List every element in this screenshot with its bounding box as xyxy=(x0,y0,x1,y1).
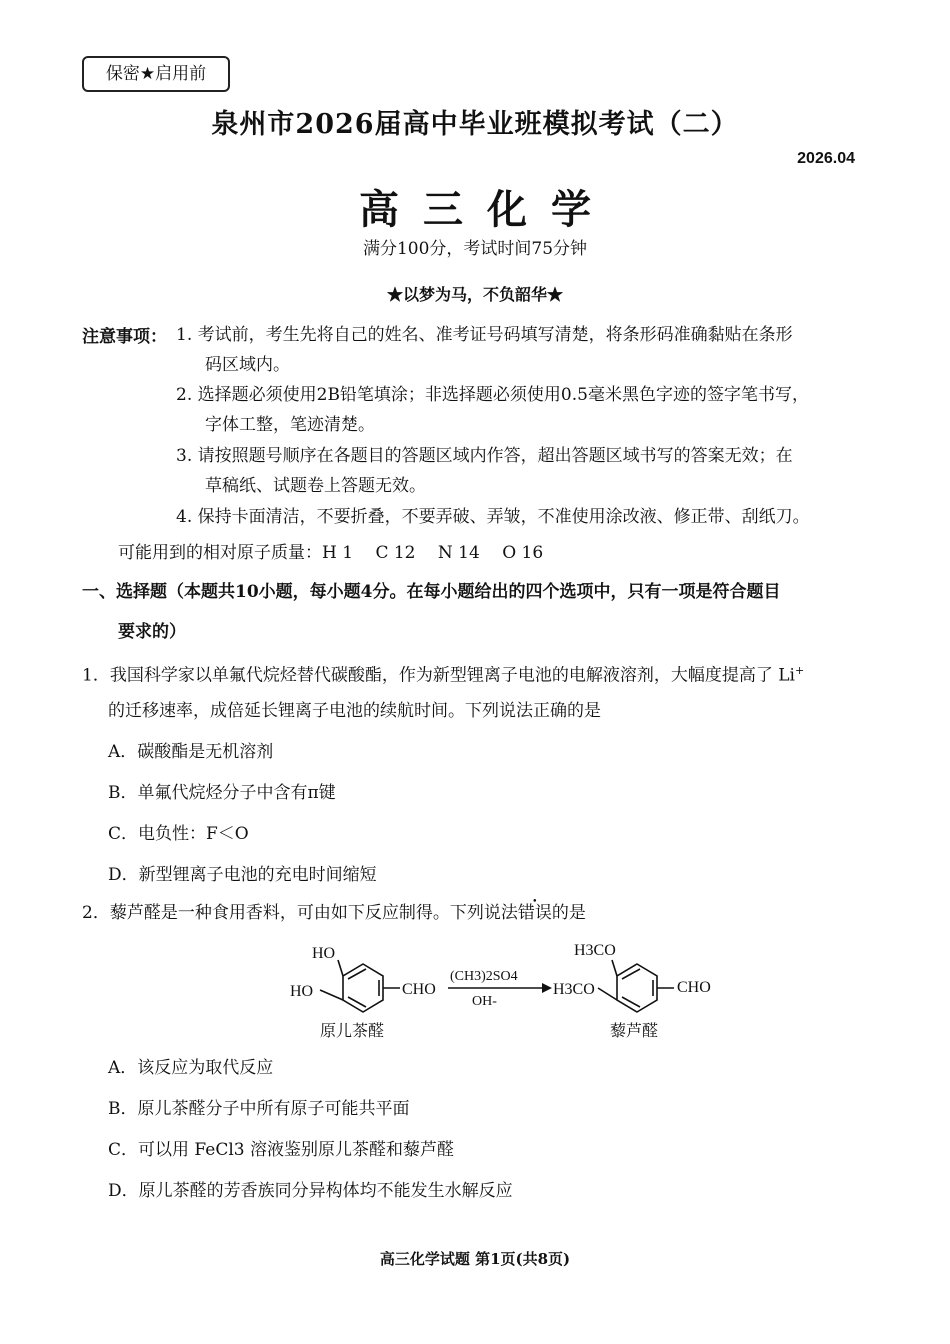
q1-option-b: B．单氟代烷烃分子中含有π键 xyxy=(108,783,336,803)
atomic-mass: 可能用到的相对原子质量：H 1 C 12 N 14 O 16 xyxy=(118,543,544,563)
notice-item-2: 2. 选择题必须使用2B铅笔填涂；非选择题必须使用0.5毫米黑色字迹的签字笔书写， xyxy=(176,385,809,405)
q1-option-d: D．新型锂离子电池的充电时间缩短 xyxy=(108,865,377,885)
reagent-top: (CH3)2SO4 xyxy=(450,969,518,984)
notice-item-4: 4. 保持卡面清洁，不要折叠，不要弄破、弄皱，不准使用涂改液、修正带、刮纸刀。 xyxy=(176,507,810,527)
reaction-diagram xyxy=(280,930,740,1045)
score-info: 满分100分，考试时间75分钟 xyxy=(362,239,588,259)
notice-item-3: 3. 请按照题号顺序在各题目的答题区域内作答，超出答题区域书写的答案无效；在 xyxy=(176,446,793,466)
product-h3co-left: H3CO xyxy=(553,981,595,998)
motto: ★以梦为马，不负韶华★ xyxy=(386,285,563,304)
reactant-name: 原儿茶醛 xyxy=(320,1021,385,1040)
q2-emphasis: 错误 xyxy=(517,903,552,923)
q2-option-c: C．可以用 FeCl3 溶液鉴别原儿茶醛和藜芦醛 xyxy=(108,1140,455,1160)
section-heading-cont: 要求的） xyxy=(118,622,186,642)
q2-option-d: D．原儿茶醛的芳香族同分异构体均不能发生水解反应 xyxy=(108,1181,513,1201)
reagent-bottom: OH- xyxy=(472,994,497,1009)
notice-item-1: 1. 考试前，考生先将自己的姓名、准考证号码填写清楚，将条形码准确黏贴在条形 xyxy=(176,325,793,345)
exam-date: 2026.04 xyxy=(797,150,855,167)
q2-option-a: A．该反应为取代反应 xyxy=(108,1058,274,1078)
page-footer: 高三化学试题 第1页(共8页) xyxy=(379,1250,571,1268)
reactant-ho-top: HO xyxy=(312,945,336,962)
reactant-ho-left: HO xyxy=(290,983,314,1000)
product-cho: CHO xyxy=(677,979,711,996)
notice-item-2-cont: 字体工整，笔迹清楚。 xyxy=(205,415,375,435)
product-name: 藜芦醛 xyxy=(610,1021,659,1040)
confidential-label: 保密★启用前 xyxy=(82,56,230,92)
q1-stem: 1．我国科学家以单氟代烷烃替代碳酸酯，作为新型锂离子电池的电解液溶剂，大幅度提高了 Li+ xyxy=(82,664,805,686)
q1-option-c: C．电负性：F＜O xyxy=(108,824,249,844)
reactant-cho: CHO xyxy=(402,981,436,998)
q2-stem: 2．藜芦醛是一种食用香料，可由如下反应制得。下列说法错误的是 xyxy=(82,903,586,923)
notice-item-1-cont: 码区域内。 xyxy=(205,355,290,375)
product-h3co-top: H3CO xyxy=(574,942,616,959)
exam-title: 泉州市2026届高中毕业班模拟考试（二） xyxy=(211,109,739,140)
subject-title: 高三化学 xyxy=(359,186,615,233)
notice-item-3-cont: 草稿纸、试题卷上答题无效。 xyxy=(205,476,426,496)
q2-option-b: B．原儿茶醛分子中所有原子可能共平面 xyxy=(108,1099,410,1119)
section-heading: 一、选择题（本题共10小题，每小题4分。在每小题给出的四个选项中，只有一项是符合题目 xyxy=(82,582,781,602)
notice-label: 注意事项： xyxy=(82,327,167,347)
q1-option-a: A．碳酸酯是无机溶剂 xyxy=(108,742,274,762)
q1-stem-cont: 的迁移速率，成倍延长锂离子电池的续航时间。下列说法正确的是 xyxy=(108,701,601,721)
